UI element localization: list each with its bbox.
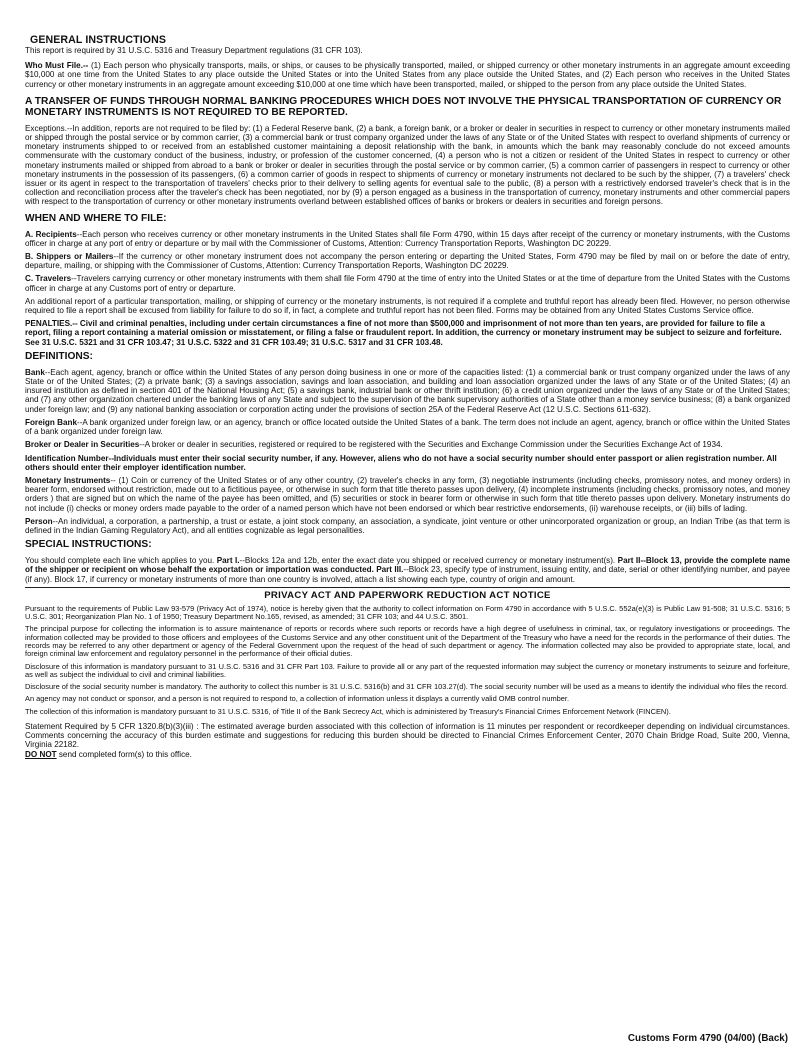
special-t1: You should complete each line which applies to you.	[25, 556, 217, 566]
do-not-rest: send completed form(s) to this office.	[56, 749, 192, 759]
privacy-p1: Pursuant to the requirements of Public Law 93-579 (Privacy Act of 1974), notice is hereby given that the authority to collect information on Form 4790 in accordance with 5 U.S.C. 552a(e)(3) is Public Law 91-508; 31 U.S.C. 5316; 5 U.S.C. 301; Reorganization Plan No. 1 of 1950; Treasury Department No.165, revised, as amended; 31 CFR 103; and 44 U.S.C. 3501.	[25, 603, 790, 622]
special-t3: --Blocks 12a and 12b, enter the exact date you shipped or received currency or monetary instrument(s).	[239, 556, 618, 566]
who-must-file	[25, 61, 790, 89]
do-not-send	[25, 750, 790, 759]
privacy-p2: The principal purpose for collecting the information is to assure maintenance of reports or records where such reports or records have a high degree of usefulness in criminal, tax, or regulatory investigations or proceedings. The information collected may be provided to those officers and employees of the Customs Service and any other constituent unit of the Department of the Treasury who have a need for the records in the performance of their duties. The records may be referred to any other department or agency of the Federal Government upon the request of the head of such department or agency. The information collected may also be provided to appropriate state, local, and foreign criminal law enforcement and regulatory personnel in the performance of their official duties.	[25, 624, 790, 659]
section-divider	[25, 587, 790, 588]
foreign-bank-definition	[25, 418, 790, 436]
additional-report-text: An additional report of a particular transportation, mailing, or shipping of currency or the monetary instruments, is not required if a complete and truthful report has already been filed. However, no person otherwise required to file a report shall be excused from liability for failure to do so if, in fact, a complete and truthful report has not been filed. Forms may be obtained from any United States Customs Service office.	[25, 296, 790, 316]
general-intro: This report is required by 31 U.S.C. 5316 and Treasury Department regulations (31 CFR 103).	[25, 46, 363, 55]
recipients-paragraph	[25, 230, 790, 248]
shippers-label: B. Shippers or Mailers	[25, 252, 114, 262]
foreign-bank-text: --A bank organized under foreign law, or an agency, branch or office located outside the United States of a bank. The term does not include an agent, agency, branch or office within the United States of a bank organized under foreign law.	[25, 417, 790, 437]
broker-label: Broker or Dealer in Securities	[25, 440, 140, 450]
broker-text: --A broker or dealer in securities, registered or required to be registered with the Securities and Exchange Commission under the Securities Exchange Act of 1934.	[139, 440, 723, 450]
form-back-page	[25, 34, 790, 1046]
recipients-text: --Each person who receives currency or other monetary instruments in the United States shall file Form 4790, within 15 days after receipt of the currency or monetary instruments, with the Customs officer in charge at any port of entry or departure or by mail with the Commissioner of Customs, Attention: Currency Transportation Reports, Washington DC 20229.	[25, 229, 790, 248]
travelers-label: C. Travelers	[25, 274, 72, 284]
travelers-paragraph	[25, 274, 790, 292]
exceptions-text: Exceptions.--In addition, reports are not required to be filed by: (1) a Federal Reserve bank, (2) a bank, a foreign bank, or a broker or dealer in securities in respect to currency or other monetary instruments mailed or shipped through the postal service or by common carrier, (3) a commercial bank or trust company organized under the laws of any State or of the United States with respect to overland shipments of currency or monetary instruments shipped to or received from an established customer maintaining a deposit relationship with the bank, in amounts which the bank may reasonably conclude do not exceed amounts commensurate with the customary conduct of the business, industry, or profession of the customer concerned, (4) a person who is not a citizen or resident of the United States in respect to currency or other monetary instruments mailed or shipped from abroad to a bank or broker or dealer in securities through the postal service or by common carrier, (5) a common carrier of passengers in respect to currency or other monetary instruments in the possession of its passengers, (6) a common carrier of goods in respect to shipments of currency or monetary instruments not declared to be such by the shipper, (7) a travelers' check issuer or its agent in respect to the transportation of travelers' checks prior to their delivery to selling agents for eventual sale to the public, (8) a person with a restrictively endorsed traveler's check that is in the collection and reconciliation process after the traveler's check has been negotiated, nor by (9) a person engaged as a business in the transportation of currency, monetary instruments and other commercial papers with respect to the transportation of currency or other monetary instruments overland between established offices of banks or brokers or dealers in securities and foreign persons.	[25, 123, 790, 207]
broker-definition	[25, 440, 790, 449]
identification-number-definition: Identification Number--Individuals must enter their social security number, if any. However, aliens who do not have a social security number should enter passport or alien registration number. All others should enter their employer identification number.	[25, 453, 777, 472]
person-label: Person	[25, 516, 53, 526]
bank-definition	[25, 368, 790, 414]
bank-label: Bank	[25, 367, 45, 377]
privacy-p5: An agency may not conduct or sponsor, and a person is not required to respond to, a collection of information unless it displays a currently valid OMB control number.	[25, 694, 570, 704]
special-instructions-text	[25, 556, 790, 584]
monetary-instruments-definition	[25, 476, 790, 513]
when-where-heading: WHEN AND WHERE TO FILE:	[25, 212, 167, 224]
privacy-p4: Disclosure of the social security number is mandatory. The authority to collect this number is 31 U.S.C. 5316(b) and 31 CFR 103.27(d). The social security number will be used as a means to identify the individual who files the record.	[25, 682, 789, 692]
special-t2: Part I.	[216, 556, 240, 566]
who-must-file-text: (1) Each person who physically transports, mails, or ships, or causes to be physically transported, mailed, or shipped currency or other monetary instruments in an aggregate amount exceeding $10,000 at one time from the United States to any place outside the United States or into the United States from any place outside the United States, and (2) Each person who receives in the United States currency or other monetary instruments in an aggregate amount exceeding $10,000 at one time which have been transported, mailed, or shipped to the person from any place outside the United States.	[25, 61, 790, 89]
special-t4: Part II--Block 13, provide the complete name of the shipper or recipient on whose behalf the exportation or importation was conducted. Part III.	[25, 556, 790, 575]
shippers-paragraph	[25, 252, 790, 270]
monetary-text: -- (1) Coin or currency of the United States or of any other country, (2) traveler's checks in any form, (3) negotiable instruments (including checks, promissory notes, and money orders) in bearer form, endorsed without restriction, made out to a fictitious payee, or otherwise in such form that title thereto passes upon delivery, (4) incomplete instruments (including checks, promissory notes, and money orders ) that are signed but on which the name of the payee has been omitted, and (5) securities or stock in bearer form or otherwise in such form that title thereto passes upon delivery. Monetary instruments do not include (i) checks or money orders made payable to the order of a named person which have not been endorsed or which bear restrictive endorsements, (ii) warehouse receipts, or (iii) bills of lading.	[25, 475, 790, 513]
burden-statement: Statement Required by 5 CFR 1320.8(b)(3)(iii) : The estimated average burden associated with this collection of information is 11 minutes per respondent or recordkeeper depending on individual circumstances. Comments concerning the accuracy of this burden estimate and suggestions for reducing this burden should be directed to Financial Crimes Enforcement Center, 2070 Chain Bridge Road, Suite 200, Vienna, Virginia 22182.	[25, 722, 790, 750]
monetary-label: Monetary Instruments	[25, 475, 111, 485]
definitions-heading: DEFINITIONS:	[25, 350, 93, 362]
privacy-heading: PRIVACY ACT AND PAPERWORK REDUCTION ACT NOTICE	[264, 589, 551, 601]
do-not-label: DO NOT	[25, 749, 57, 759]
who-must-file-label: Who Must File.--	[25, 61, 89, 71]
special-t5: --Block 23, specify type of instrument, issuing entity, and date, serial or other identifying number, and payee (if any). Block 17, if currency or monetary instruments of more than one country is involved, attach a list showing each type, country of origin and amount.	[25, 565, 790, 584]
penalties-text: PENALTIES.-- Civil and criminal penalties, including under certain circumstances a fine of not more than $500,000 and imprisonment of not more than ten years, are provided for failure to file a report, filing a report containing a material omission or misstatement, or filing a false or fraudulent report. In addition, the currency or monetary instrument may be subject to seizure and forfeiture. See 31 U.S.C. 5321 and 31 CFR 103.47; 31 U.S.C. 5322 and 31 CFR 103.49; 31 U.S.C. 5317 and 31 CFR 103.48.	[25, 319, 782, 347]
form-footer: Customs Form 4790 (04/00) (Back)	[627, 1033, 788, 1044]
privacy-p3: Disclosure of this information is mandatory pursuant to 31 U.S.C. 5316 and 31 CFR Part 103. Failure to provide all or any part of the requested information may subject the currency or monetary instruments to seizure and forfeiture, as well as subject the individual to civil and criminal liabilities.	[25, 661, 790, 679]
foreign-bank-label: Foreign Bank	[25, 417, 77, 427]
privacy-p6: The collection of this information is mandatory pursuant to 31 U.S.C. 5316, of Title II of the Bank Secrecy Act, which is administered by Treasury's Financial Crimes Enforcement Network (FINCEN).	[25, 706, 671, 716]
recipients-label: A. Recipients	[25, 229, 77, 239]
person-definition	[25, 517, 790, 535]
person-text: --An individual, a corporation, a partnership, a trust or estate, a joint stock company, an association, a syndicate, joint venture or other unincorporated organization or group, an Indian Tribe (as that term is defined in the Indian Gaming Regulatory Act), and all entities cognizable as legal personalities.	[25, 516, 790, 535]
travelers-text: --Travelers carrying currency or other monetary instruments with them shall file Form 4790 at the time of entry into the United States or at the time of departure from the United States with the Customs officer in charge at any Customs port of entry or departure.	[25, 274, 790, 293]
general-instructions-heading: GENERAL INSTRUCTIONS	[30, 34, 166, 46]
bank-text: --Each agent, agency, branch or office within the United States of any person doing business in one or more of the capacities listed: (1) a commercial bank or trust company organized under the laws of any State or of the United States; (2) a private bank; (3) a savings association, savings and loan association, and building and loan association organized under the laws of any State or of the United States; (4) an insured institution as defined in section 401 of the National Housing Act; (5) a savings bank, industrial bank or other thrift institution; (6) a credit union organized under the laws of any State or of the United States; and (7) any other organization chartered under the banking laws of any State and subject to the supervision of the bank supervisory authorities of a State other than a money service business; (8) a bank organized under foreign law; and (9) any national banking association or corporation acting under the provisions of section 25A of the Federal Reserve Act (12 U.S.C. Sections 611-632).	[25, 367, 790, 414]
transfer-heading: A TRANSFER OF FUNDS THROUGH NORMAL BANKING PROCEDURES WHICH DOES NOT INVOLVE THE PHYSICAL TRANSPORTATION OF CURRENCY OR MONETARY INSTRUMENTS IS NOT REQUIRED TO BE REPORTED.	[25, 95, 782, 118]
special-instructions-heading: SPECIAL INSTRUCTIONS:	[25, 539, 152, 551]
shippers-text: --If the currency or other monetary instrument does not accompany the person entering or departing the United States, Form 4790 may be filed by mail on or before the date of entry, departure, mailing, or shipping with the Commissioner of Customs, Attention: Currency Transportation Reports, Washington DC 20229.	[25, 252, 790, 271]
